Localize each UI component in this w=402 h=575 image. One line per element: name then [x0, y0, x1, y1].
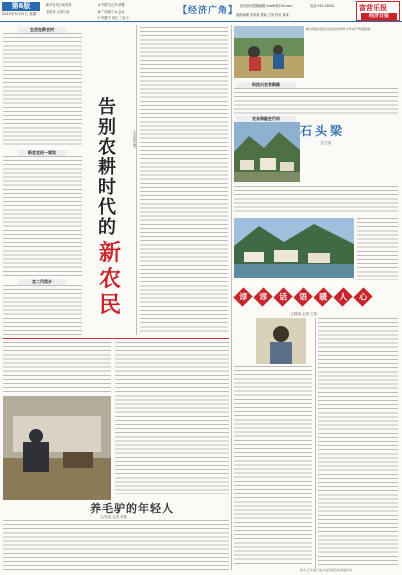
landscape-photo: [234, 218, 354, 278]
article-body-text: [234, 366, 312, 566]
page-header: [0, 0, 402, 22]
column-divider: [231, 25, 232, 570]
subheading: 新老农民一席谈: [18, 150, 66, 156]
portrait-photo: [256, 318, 306, 364]
editor-line: 值班编辑 李某某 美编 王某 校对 某某: [236, 13, 289, 17]
story-title: 养毛驴的年轻人: [90, 502, 174, 515]
author-byline: 文/王某: [320, 141, 332, 145]
article-body-text: [3, 285, 82, 337]
banner-byline: 文/陈某 记者 王某: [290, 312, 318, 316]
footer-note: 如今,石头梁已成为远近闻名的美丽乡村: [300, 568, 352, 572]
subheading: 科技兴农有新路: [236, 82, 296, 88]
author-byline: 文/本报记者: [132, 130, 136, 149]
header-headline: C 内蒙古 省区 三农 C: [98, 16, 129, 20]
article-body-text: [115, 342, 229, 494]
column-title: 【经济广角】: [178, 6, 239, 16]
article-body-text: [3, 342, 111, 392]
column-divider: [315, 318, 316, 568]
story-byline: 文/张某 记者 李某: [100, 515, 128, 519]
article-body-text: [3, 520, 229, 570]
article-body-text: [140, 27, 228, 332]
column-divider: [136, 25, 137, 335]
feature-headline-red: 新 农 民: [98, 240, 121, 318]
article-body-text: [3, 156, 82, 276]
photo-caption: 图为某地村民正在收获农作物,今年亩产再创新高。: [306, 27, 373, 31]
section-rule: [3, 338, 229, 339]
header-headline: B 广西南宁 A 会议: [98, 10, 125, 14]
feature-headline: 告 别 农 耕 时 代 的: [98, 97, 116, 238]
article-body-text: [318, 318, 398, 568]
article-body-text: [234, 88, 398, 114]
article-body-text: [3, 33, 82, 148]
subheading: 生活在新农村: [18, 27, 66, 33]
article-body-text: [357, 218, 398, 280]
newspaper-logo: 富营乐报 经济日报: [356, 1, 400, 21]
village-photo: [234, 122, 300, 182]
article-body-text: [234, 186, 398, 214]
contact-email: 经济副刊投稿邮箱 ecbfk@126.com: [240, 4, 293, 8]
contact-phone: 电话:010-28321: [310, 4, 335, 8]
subheading: 农业保险在行动: [236, 116, 296, 122]
donkey-farm-photo: [3, 396, 111, 500]
section-banner: 谆 谆 话 语 暖 人 心: [234, 287, 398, 309]
header-headline: 新华社讯日前发布: [46, 3, 72, 7]
subheading: 农二代回乡: [18, 279, 66, 285]
header-headline: A 内蒙古召开 部署: [98, 3, 125, 7]
issue-date: 2015年3月31日 星期二: [2, 12, 40, 16]
page-number: 第6版: [2, 2, 40, 11]
stone-article-title: 石头梁: [300, 124, 346, 138]
header-headline: 本报讯 记者日前: [46, 10, 70, 14]
harvest-photo: [234, 26, 304, 78]
